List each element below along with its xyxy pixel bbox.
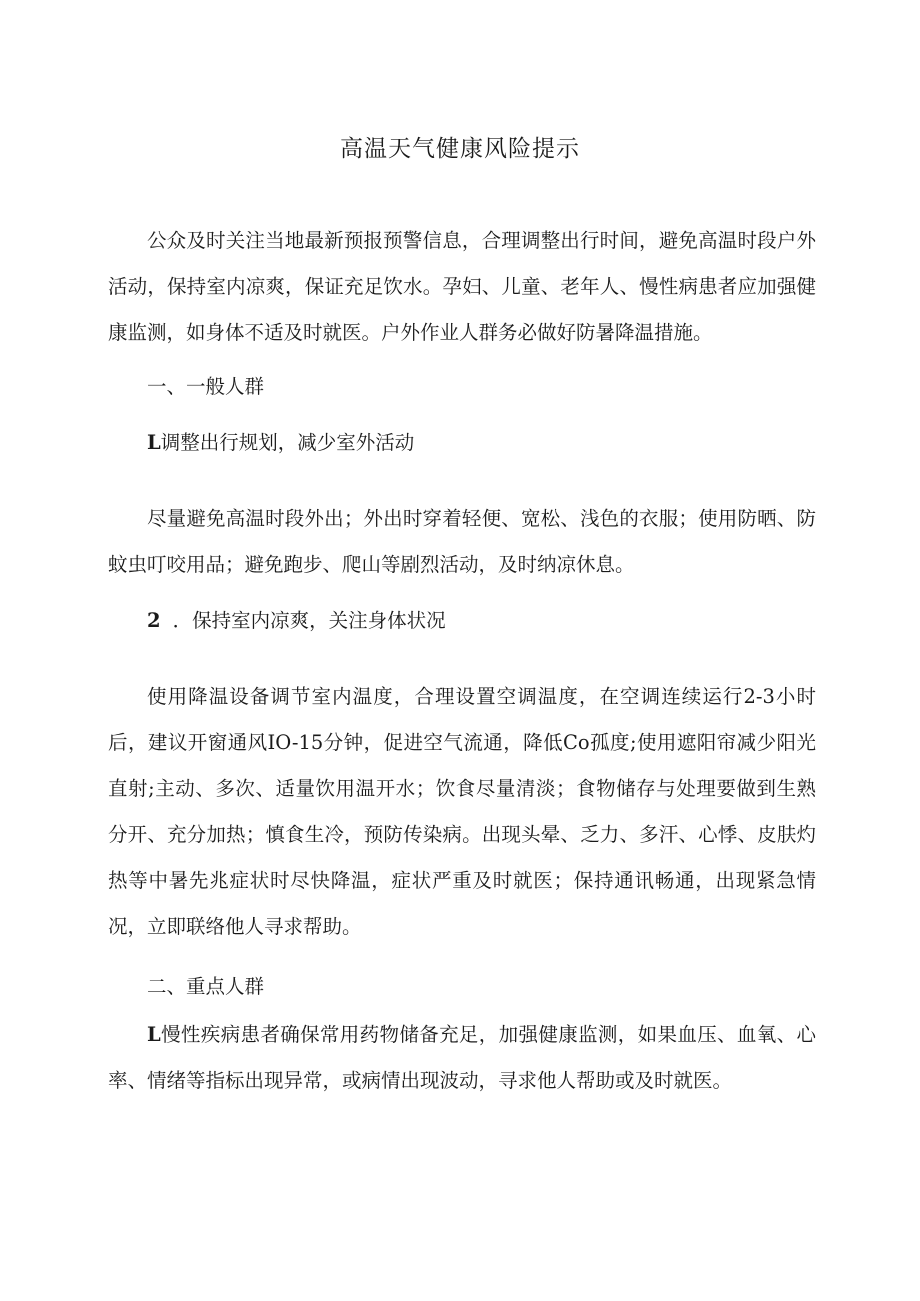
document-title: 高温天气健康风险提示 [340,136,580,162]
section-1-item-1-body: 尽量避免高温时段外出；外出时穿着轻便、宽松、浅色的衣服；使用防晒、防蚊虫叮咬用品；避免跑步、爬山等剧烈活动，及时纳凉休息。 [108,507,816,576]
section-1-item-2-heading [108,598,816,644]
item-number: L [147,431,161,454]
item-body-text: 慢性疾病患者确保常用药物储备充足，加强健康监测，如果血压、血氧、心率、情绪等指标出现异常，或病情出现波动，寻求他人帮助或及时就医。 [108,1023,816,1092]
section-1-heading: 一、一般人群 [147,375,265,398]
section-1-item-2-body: 使用降温设备调节室内温度，合理设置空调温度，在空调连续运行2-3小时后，建议开窗通风IO-15分钟，促进空气流通，降低Co孤度;使用遮阳帘减少阳光直射;主动、多次、适量饮用温开水；饮食尽量清淡；食物储存与处理要做到生熟分开、充分加热；慎食生冷，预防传染病。出现头晕、乏力、多汗、心悸、皮肤灼热等中暑先兆症状时尽快降温，症状严重及时就医；保持通讯畅通，出现紧急情况，立即联络他人寻求帮助。 [108,685,816,938]
item-heading-text: 调整出行规划，减少室外活动 [160,431,415,454]
item-heading-text: ．保持室内凉爽，关注身体状况 [172,609,446,632]
section-2-item-1-paragraph [108,1012,816,1104]
section-2-heading: 二、重点人群 [147,975,265,998]
section-1-item-1-heading [108,420,816,466]
item-number: 2 [147,609,161,632]
intro-paragraph: 公众及时关注当地最新预报预警信息，合理调整出行时间，避免高温时段户外活动，保持室内凉爽，保证充足饮水。孕妇、儿童、老年人、慢性病患者应加强健康监测，如身体不适及时就医。户外作业人群务必做好防暑降温措施。 [108,229,816,344]
item-number: L [147,1023,161,1046]
